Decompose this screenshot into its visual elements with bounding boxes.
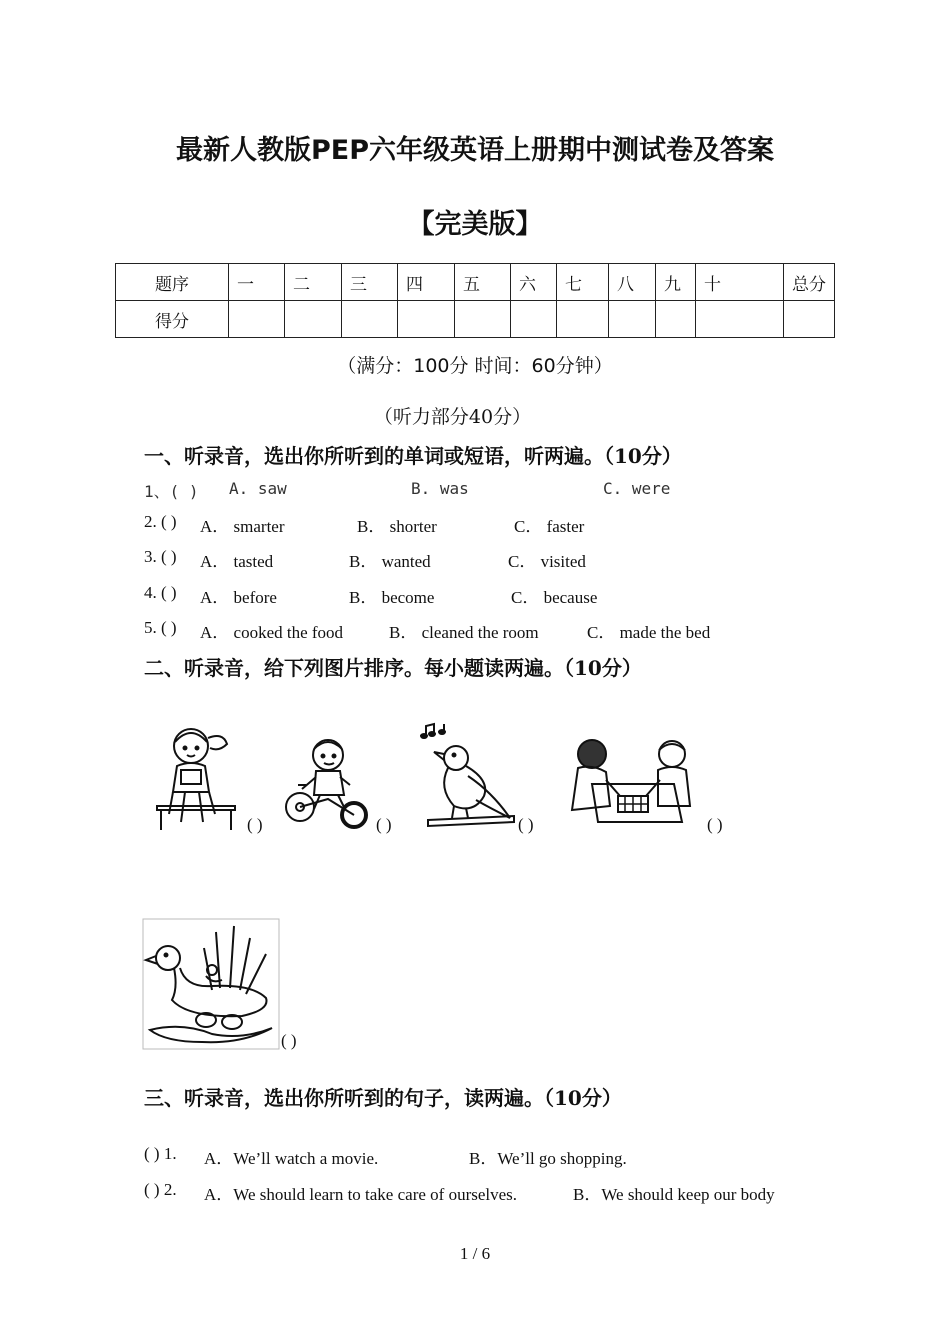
answer-paren[interactable]: ( ) xyxy=(376,815,392,834)
section2-title: 二、听录音，给下列图片排序。每小题读两遍。（10分） xyxy=(144,656,642,680)
score-label-cell: 得分 xyxy=(116,301,229,338)
option-c: C． faster xyxy=(514,517,585,536)
option-c: C． made the bed xyxy=(587,623,711,642)
answer-paren[interactable]: ( ) xyxy=(707,815,723,834)
score-cell xyxy=(784,301,835,338)
header-cell: 二 xyxy=(285,264,342,301)
question-number: 5. ( ) xyxy=(144,618,177,637)
boy-tricycle-icon xyxy=(284,733,374,831)
bird-singing-icon xyxy=(418,722,518,830)
question-number: 4. ( ) xyxy=(144,583,177,602)
score-cell xyxy=(557,301,609,338)
answer-paren[interactable]: ( ) xyxy=(281,1031,297,1050)
option-b: B． wanted xyxy=(349,552,431,571)
score-cell xyxy=(229,301,285,338)
option-a: A． before xyxy=(200,588,277,607)
score-cell xyxy=(609,301,656,338)
option-a: A． cooked the food xyxy=(200,623,344,642)
option-c: C． visited xyxy=(508,552,586,571)
question-number: ( ) 1. xyxy=(144,1144,177,1163)
kids-chess-icon xyxy=(562,736,704,826)
header-cell: 三 xyxy=(342,264,398,301)
option-c: C. were xyxy=(603,479,671,498)
question-number: ( ) 2. xyxy=(144,1180,177,1199)
header-label-cell: 题序 xyxy=(116,264,229,301)
section3-title: 三、听录音，选出你所听到的句子，读两遍。（10分） xyxy=(144,1086,622,1110)
duck-family-icon xyxy=(142,918,280,1050)
answer-paren[interactable]: ( ) xyxy=(518,815,534,834)
page-title: 最新人教版PEP六年级英语上册期中测试卷及答案 xyxy=(175,135,775,166)
score-cell xyxy=(656,301,696,338)
header-cell: 七 xyxy=(557,264,609,301)
header-cell-total: 总分 xyxy=(784,264,835,301)
question-number: 2. ( ) xyxy=(144,512,177,531)
header-cell: 十 xyxy=(696,264,784,301)
option-a: A. saw xyxy=(229,479,287,498)
option-b: B．We should keep our body xyxy=(573,1185,775,1204)
score-table-score-row xyxy=(116,301,835,338)
listening-part-label: （听力部分40分） xyxy=(373,406,532,428)
header-cell: 六 xyxy=(511,264,557,301)
header-cell: 五 xyxy=(455,264,511,301)
option-b: B． shorter xyxy=(357,517,437,536)
score-cell xyxy=(342,301,398,338)
score-cell xyxy=(696,301,784,338)
option-b: B．We’ll go shopping. xyxy=(469,1149,627,1168)
page-number: 1 / 6 xyxy=(459,1244,491,1263)
option-b: B． cleaned the room xyxy=(389,623,539,642)
score-cell xyxy=(511,301,557,338)
option-a: A． smarter xyxy=(200,517,285,536)
exam-meta: （满分：100分 时间：60分钟） xyxy=(337,355,613,377)
score-cell xyxy=(285,301,342,338)
question-number: 3. ( ) xyxy=(144,547,177,566)
score-cell xyxy=(398,301,455,338)
option-a: A． tasted xyxy=(200,552,274,571)
option-b: B. was xyxy=(411,479,469,498)
answer-paren[interactable]: ( ) xyxy=(247,815,263,834)
score-cell xyxy=(455,301,511,338)
header-cell: 一 xyxy=(229,264,285,301)
girl-reading-icon xyxy=(155,722,240,832)
option-c: C． because xyxy=(511,588,598,607)
header-cell: 八 xyxy=(609,264,656,301)
option-a: A．We’ll watch a movie. xyxy=(204,1149,379,1168)
section1-title: 一、听录音，选出你所听到的单词或短语，听两遍。（10分） xyxy=(144,444,682,468)
header-cell: 九 xyxy=(656,264,696,301)
score-table-header-row xyxy=(116,264,835,301)
option-b: B． become xyxy=(349,588,435,607)
page-subtitle: 【完美版】 xyxy=(407,209,543,240)
option-a: A．We should learn to take care of ourselves. xyxy=(204,1185,518,1204)
header-cell: 四 xyxy=(398,264,455,301)
question-number: 1、( ) xyxy=(144,482,199,501)
score-table xyxy=(115,263,835,338)
